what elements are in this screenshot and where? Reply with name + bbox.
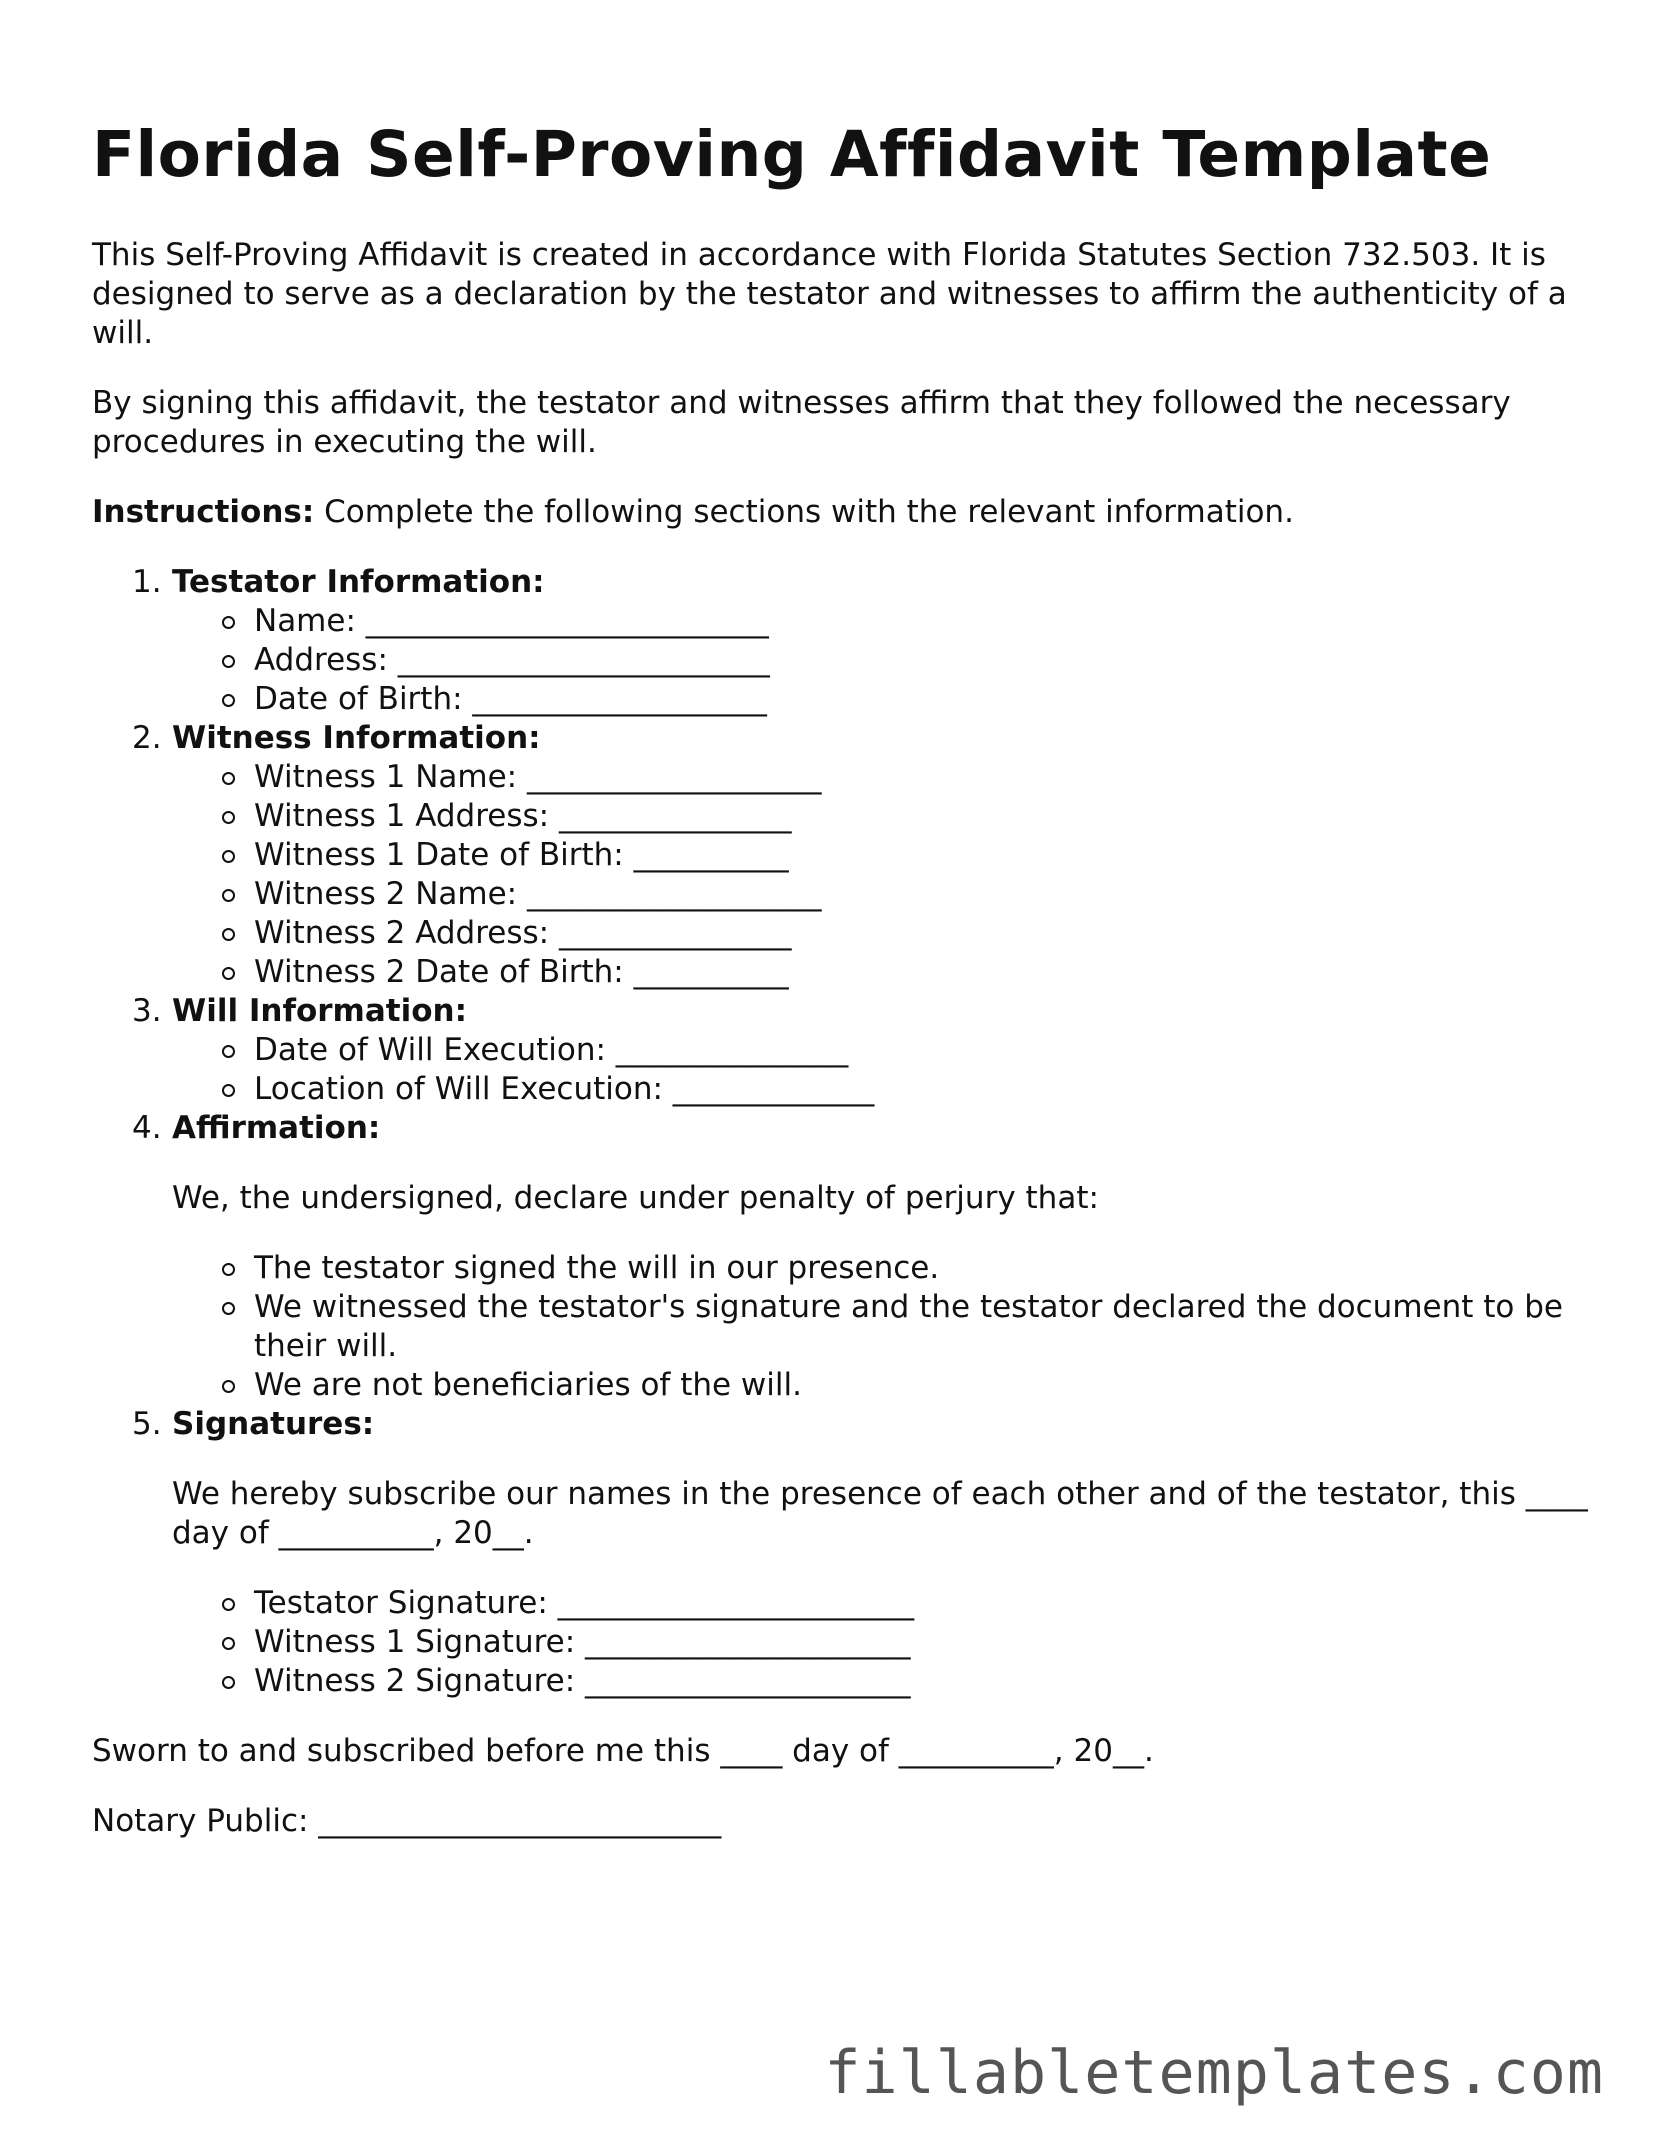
witness1-signature-field[interactable]: Witness 1 Signature: _____________________ [254,1623,1592,1662]
section-witness-information [172,719,1592,992]
page-title: Florida Self-Proving Affidavit Template [92,118,1492,191]
section-testator-information [172,563,1592,719]
section-title: Witness Information: [172,720,541,756]
testator-name-field[interactable]: Name: __________________________ [254,602,1592,641]
will-execution-date-field[interactable]: Date of Will Execution: _______________ [254,1031,1592,1070]
testator-signature-field[interactable]: Testator Signature: _______________________ [254,1584,1592,1623]
section-title: Testator Information: [172,564,545,600]
witness1-dob-field[interactable]: Witness 1 Date of Birth: __________ [254,836,1592,875]
purpose-paragraph: By signing this affidavit, the testator and witnesses affirm that they followed the necessary procedures in executing the will. [92,385,1511,460]
will-execution-location-field[interactable]: Location of Will Execution: _____________ [254,1070,1592,1109]
affirmation-statement: The testator signed the will in our presence. [254,1249,1592,1288]
affirmation-statement: We witnessed the testator's signature and the testator declared the document to be their will. [254,1288,1592,1366]
signatures-paragraph: We hereby subscribe our names in the presence of each other and of the testator, this ____ day of __________, 20__. [172,1476,1588,1551]
witness2-address-field[interactable]: Witness 2 Address: _______________ [254,914,1592,953]
intro-paragraph: This Self-Proving Affidavit is created in accordance with Florida Statutes Section 732.503. It is designed to serve as a declaration by the testator and witnesses to affirm the authenticity of a will. [92,237,1567,351]
notary-public-field[interactable]: Notary Public: __________________________ [92,1803,722,1839]
instructions-paragraph [92,493,1592,532]
witness-fields [172,758,1592,992]
section-title: Will Information: [172,993,467,1029]
affirmation-paragraph: We, the undersigned, declare under penalty of perjury that: [172,1180,1099,1216]
sections-list [92,563,1592,1701]
watermark-logo: fillabletemplates.com [824,2038,1604,2108]
signature-fields [172,1584,1592,1701]
witness2-dob-field[interactable]: Witness 2 Date of Birth: __________ [254,953,1592,992]
document-body [92,236,1592,1872]
affirmation-statements [172,1249,1592,1405]
sworn-statement[interactable]: Sworn to and subscribed before me this ____ day of __________, 20__. [92,1733,1154,1769]
witness2-signature-field[interactable]: Witness 2 Signature: _____________________ [254,1662,1592,1701]
witness2-name-field[interactable]: Witness 2 Name: ___________________ [254,875,1592,914]
section-title: Affirmation: [172,1110,381,1146]
testator-address-field[interactable]: Address: ________________________ [254,641,1592,680]
witness1-address-field[interactable]: Witness 1 Address: _______________ [254,797,1592,836]
instructions-text: Complete the following sections with the relevant information. [314,494,1294,530]
section-affirmation [172,1109,1592,1405]
witness1-name-field[interactable]: Witness 1 Name: ___________________ [254,758,1592,797]
testator-fields [172,602,1592,719]
section-will-information [172,992,1592,1109]
instructions-label: Instructions: [92,494,315,530]
will-fields [172,1031,1592,1109]
affirmation-statement: We are not beneficiaries of the will. [254,1366,1592,1405]
testator-dob-field[interactable]: Date of Birth: ___________________ [254,680,1592,719]
section-title: Signatures: [172,1406,375,1442]
section-signatures [172,1405,1592,1701]
